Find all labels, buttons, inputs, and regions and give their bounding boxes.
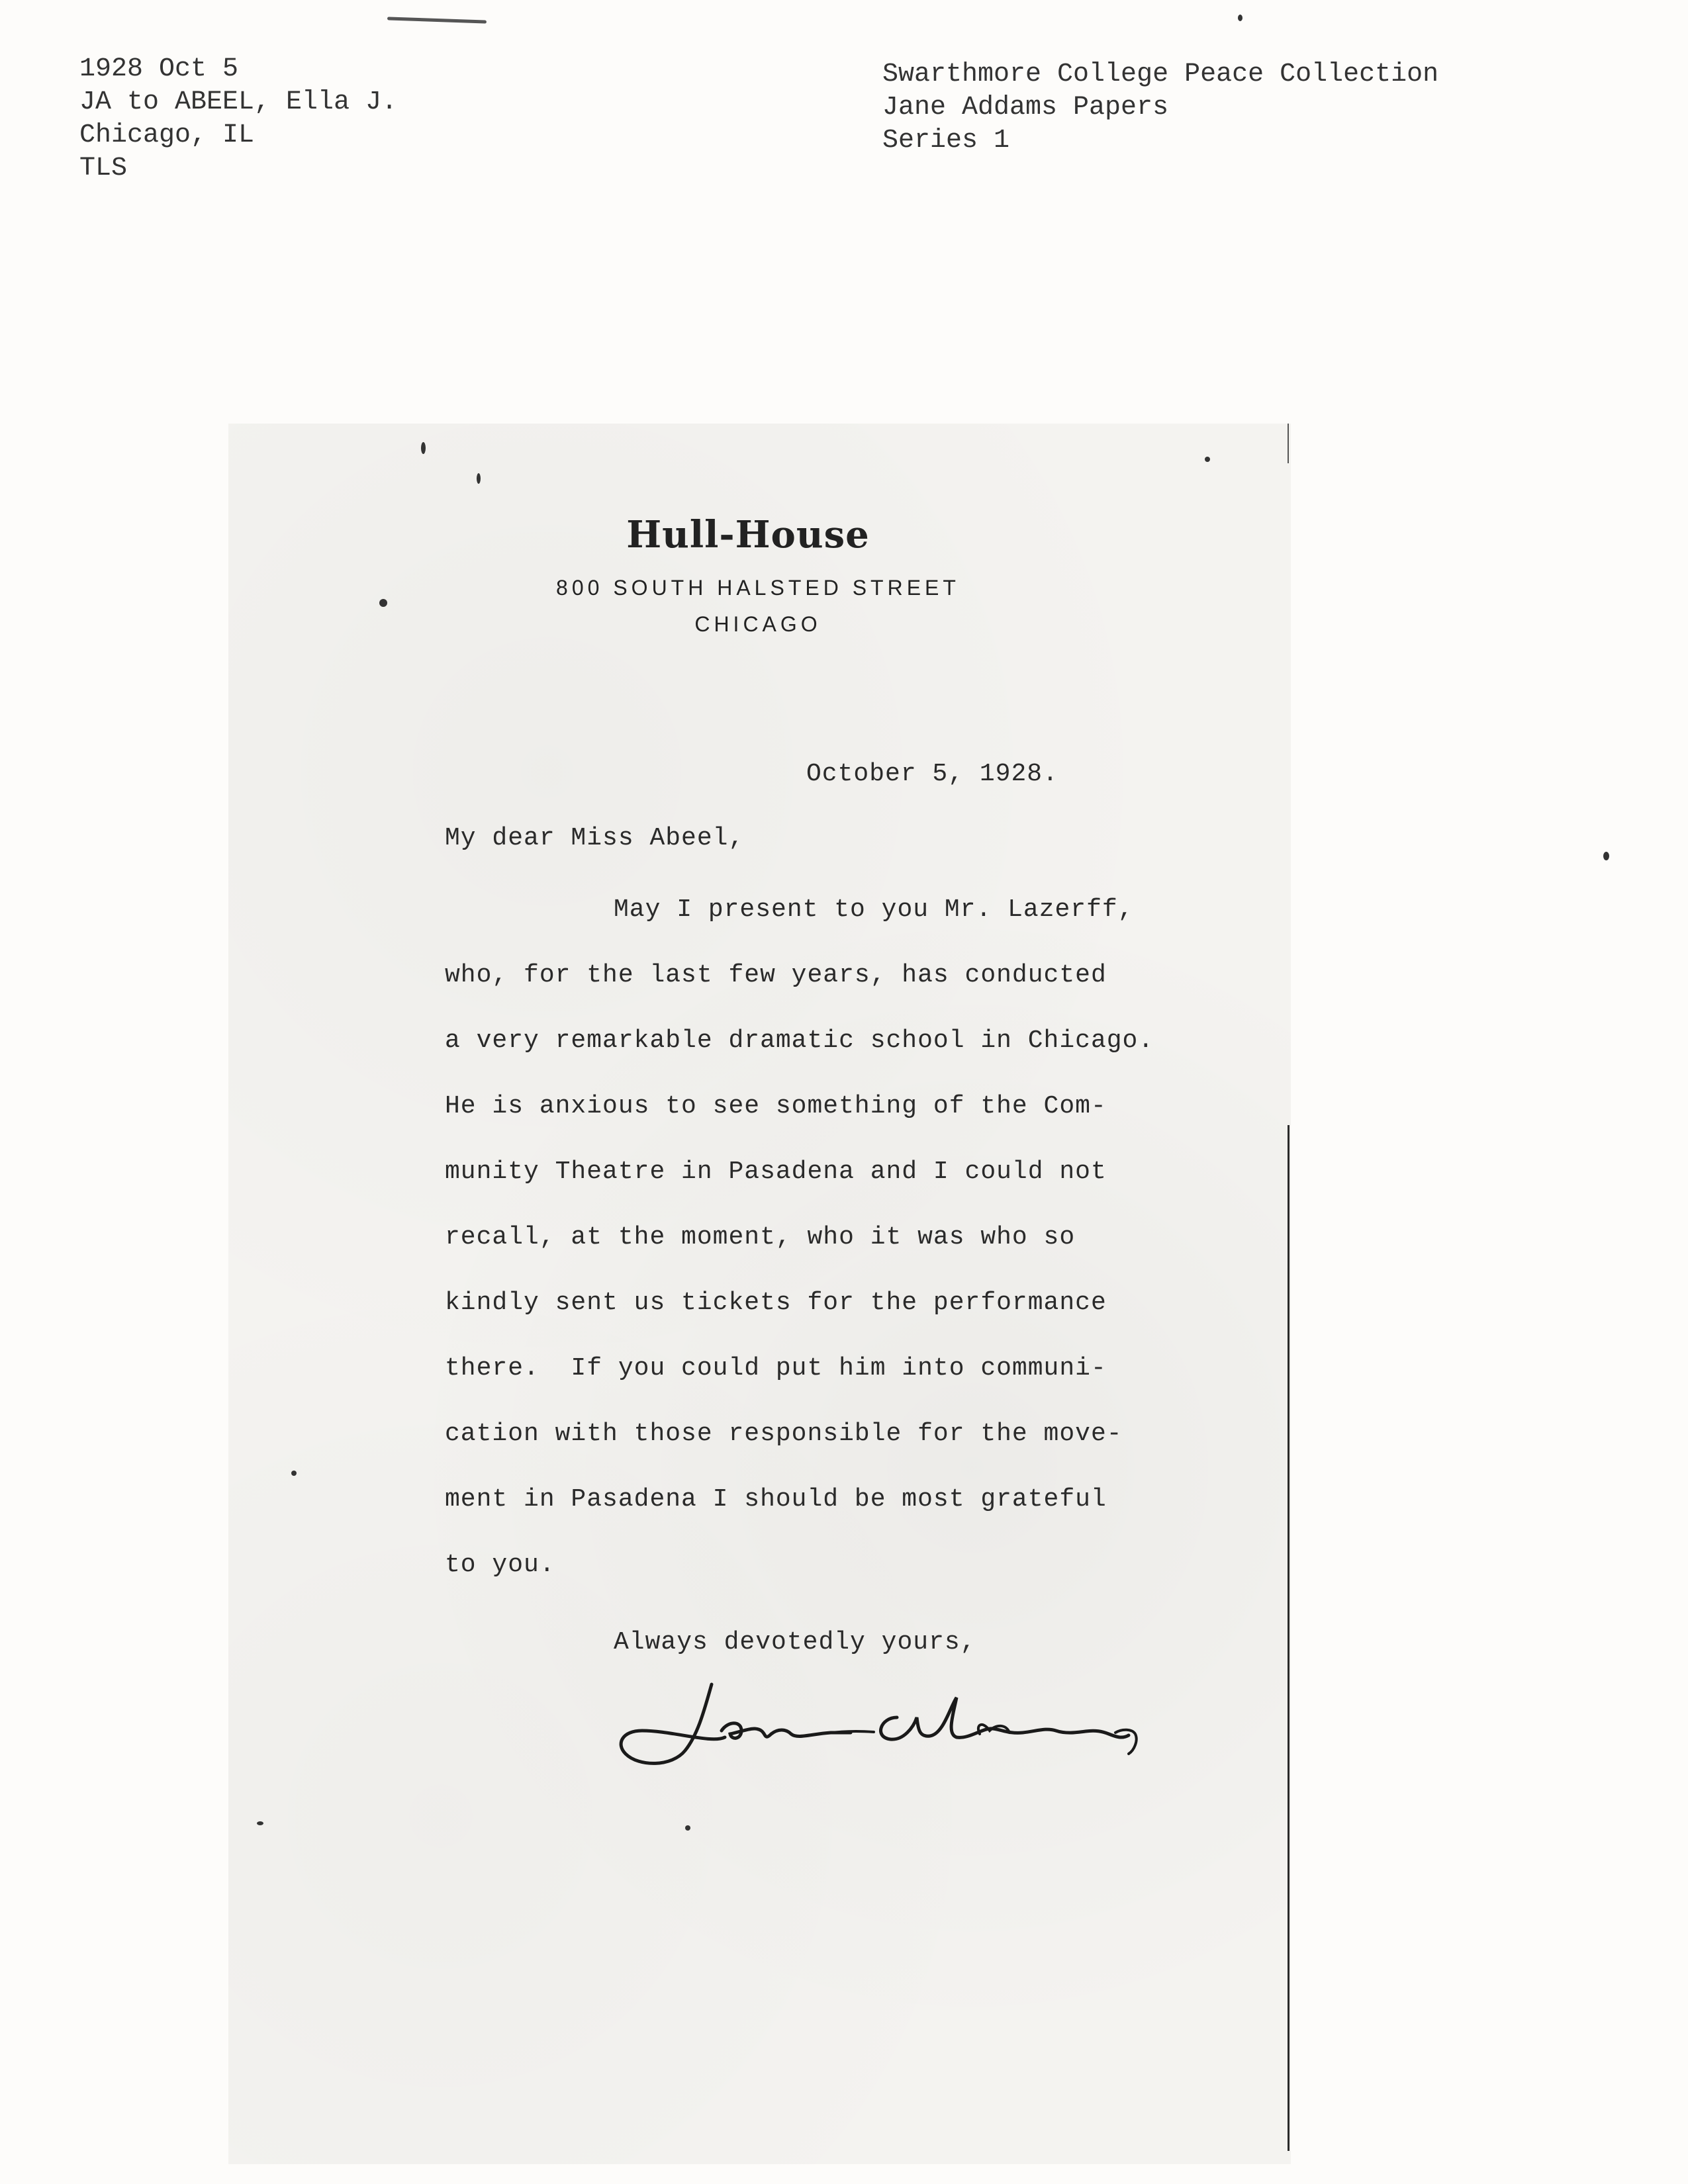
catalog-correspondents: JA to ABEEL, Ella J. bbox=[79, 87, 398, 117]
series-label: Series 1 bbox=[882, 126, 1010, 156]
handwritten-signature bbox=[612, 1668, 1168, 1774]
catalog-date: 1928 Oct 5 bbox=[79, 54, 239, 84]
body-line: recall, at the moment, who it was who so bbox=[445, 1223, 1076, 1251]
letter-salutation: My dear Miss Abeel, bbox=[445, 824, 745, 852]
body-line: to you. bbox=[445, 1551, 555, 1579]
body-line: cation with those responsible for the move- bbox=[445, 1420, 1123, 1448]
body-line: munity Theatre in Pasadena and I could not bbox=[445, 1158, 1107, 1186]
collection-name: Swarthmore College Peace Collection bbox=[882, 60, 1439, 89]
ink-speck bbox=[257, 1821, 263, 1825]
body-line: ment in Pasadena I should be most grateful bbox=[445, 1485, 1107, 1514]
letter-closing: Always devotedly yours, bbox=[614, 1628, 976, 1657]
letter-date: October 5, 1928. bbox=[806, 760, 1058, 788]
body-line: kindly sent us tickets for the performance bbox=[445, 1289, 1107, 1317]
ink-speck bbox=[1603, 852, 1609, 860]
letterhead-title: Hull-House bbox=[626, 513, 870, 557]
pen-stroke-mark bbox=[387, 17, 487, 23]
letter-body bbox=[445, 890, 1272, 1611]
ink-speck bbox=[421, 442, 426, 454]
sheet-edge-line bbox=[1288, 1125, 1289, 2151]
body-line: who, for the last few years, has conducted bbox=[445, 961, 1107, 989]
sheet-edge-mark bbox=[1288, 424, 1289, 463]
letterhead-city: CHICAGO bbox=[694, 612, 821, 636]
papers-name: Jane Addams Papers bbox=[882, 93, 1169, 122]
letterhead-street: 800 SOUTH HALSTED STREET bbox=[556, 576, 960, 600]
ink-speck bbox=[379, 599, 387, 607]
ink-speck bbox=[685, 1825, 690, 1831]
catalog-format: TLS bbox=[79, 154, 128, 183]
catalog-info bbox=[79, 53, 397, 185]
body-line: a very remarkable dramatic school in Chicago. bbox=[445, 1026, 1154, 1055]
catalog-place: Chicago, IL bbox=[79, 120, 255, 150]
ink-speck bbox=[291, 1471, 297, 1476]
collection-info bbox=[882, 58, 1438, 158]
body-line: May I present to you Mr. Lazerff, bbox=[614, 895, 1134, 924]
ink-speck bbox=[1238, 15, 1243, 21]
ink-speck bbox=[477, 473, 481, 484]
ink-speck bbox=[1205, 457, 1210, 462]
body-line: there. If you could put him into communi- bbox=[445, 1354, 1107, 1383]
body-line: He is anxious to see something of the Com- bbox=[445, 1092, 1107, 1120]
